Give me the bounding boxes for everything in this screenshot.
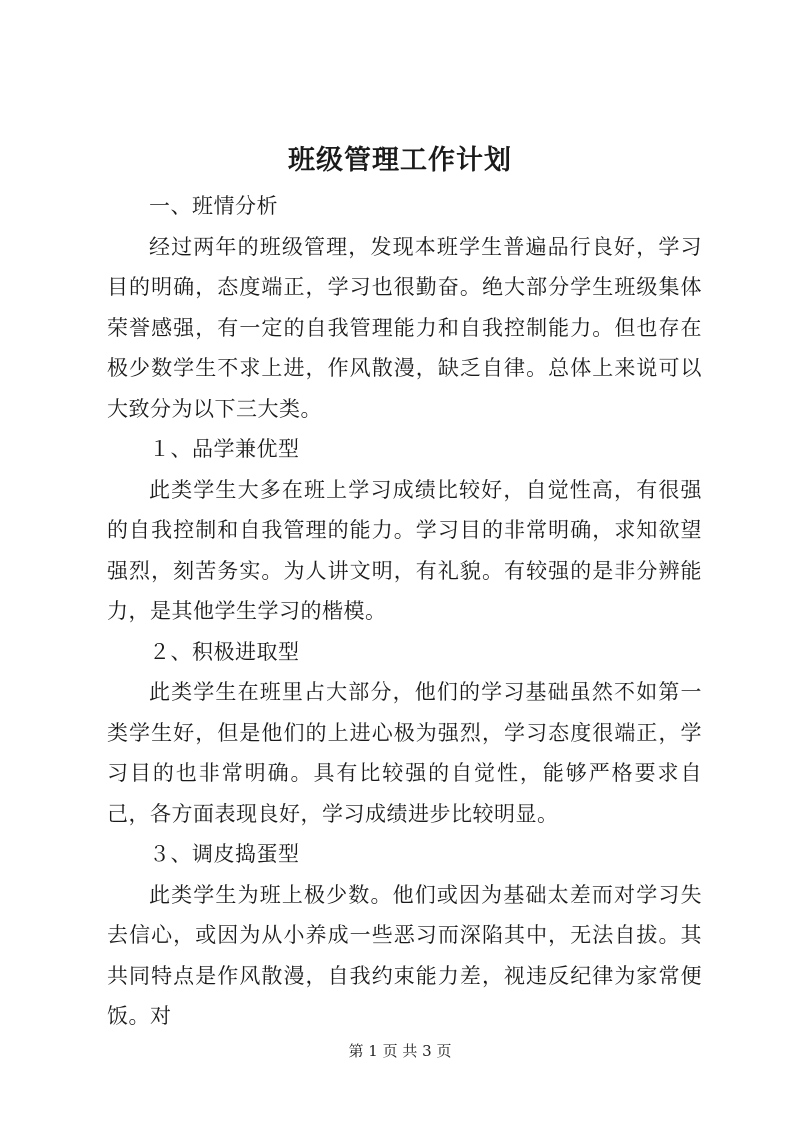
paragraph-motivated-students: 此类学生在班里占大部分，他们的学习基础虽然不如第一类学生好，但是他们的上进心极为强烈，学习态度很端正，学习目的也非常明确。具有比较强的自觉性，能够严格要求自己，各方面表现良好，学习成绩进步比较明显。 bbox=[107, 680, 702, 826]
subheading-excellent-students: １、品学兼优型 bbox=[149, 437, 300, 461]
paragraph-excellent-students: 此类学生大多在班上学习成绩比较好，自觉性高，有很强的自我控制和自我管理的能力。学习目的非常明确，求知欲望强烈，刻苦务实。为人讲文明，有礼貌。有较强的是非分辨能力，是其他学生学习的楷模。 bbox=[107, 477, 702, 623]
document-title: 班级管理工作计划 bbox=[288, 145, 512, 176]
subheading-motivated-students: ２、积极进取型 bbox=[149, 639, 300, 664]
page-number-footer: 第 1 页 共 3 页 bbox=[348, 1042, 452, 1060]
paragraph-mischievous-students: 此类学生为班上极少数。他们或因为基础太差而对学习失去信心，或因为从小养成一些恶习而深陷其中，无法自拔。其共同特点是作风散漫，自我约束能力差，视违反纪律为家常便饭。对 bbox=[107, 882, 702, 1028]
paragraph-class-overview: 经过两年的班级管理，发现本班学生普遍品行良好，学习目的明确，态度端正，学习也很勤奋。绝大部分学生班级集体荣誉感强，有一定的自我管理能力和自我控制能力。但也存在极少数学生不求上进，作风散漫，缺乏自律。总体上来说可以大致分为以下三大类。 bbox=[107, 234, 702, 421]
document-body bbox=[107, 186, 702, 1037]
subheading-mischievous-students: ３、调皮捣蛋型 bbox=[149, 842, 300, 866]
section-heading-class-analysis: 一、班情分析 bbox=[149, 194, 278, 218]
